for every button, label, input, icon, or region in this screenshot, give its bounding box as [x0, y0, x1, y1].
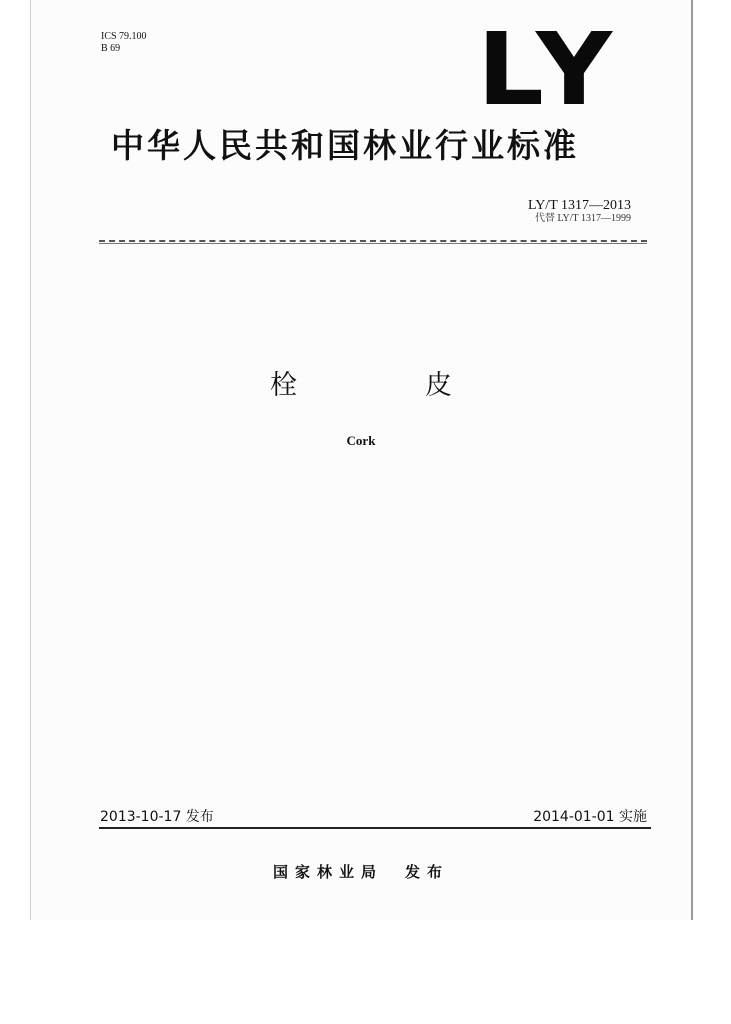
publish-label: 发布 [405, 863, 450, 881]
document-page [30, 0, 693, 920]
ics-code: ICS 79.100 [101, 31, 147, 42]
issue-date: 2013-10-17 发布 [100, 809, 214, 825]
title-cn-char-1: 栓 [270, 370, 297, 401]
ccs-code: B 69 [101, 43, 121, 54]
publisher-name: 国家林业局 [272, 863, 383, 881]
replaces-standard: 代替 LY/T 1317—1999 [534, 213, 631, 224]
standard-category-title: 中华人民共和国林业行业标准 [111, 126, 579, 165]
footer-divider [99, 827, 651, 829]
document-title-en: Cork [346, 433, 376, 448]
standard-code: LY/T 1317—2013 [528, 198, 631, 213]
header-divider-under [99, 243, 647, 244]
classification-codes [101, 31, 147, 55]
ly-logo: LY [477, 11, 621, 128]
implementation-date: 2014-01-01 实施 [533, 809, 647, 825]
title-cn-char-2: 皮 [425, 370, 452, 401]
document-title-cn [31, 368, 691, 404]
publisher-line [31, 862, 691, 882]
header-divider [99, 240, 647, 242]
